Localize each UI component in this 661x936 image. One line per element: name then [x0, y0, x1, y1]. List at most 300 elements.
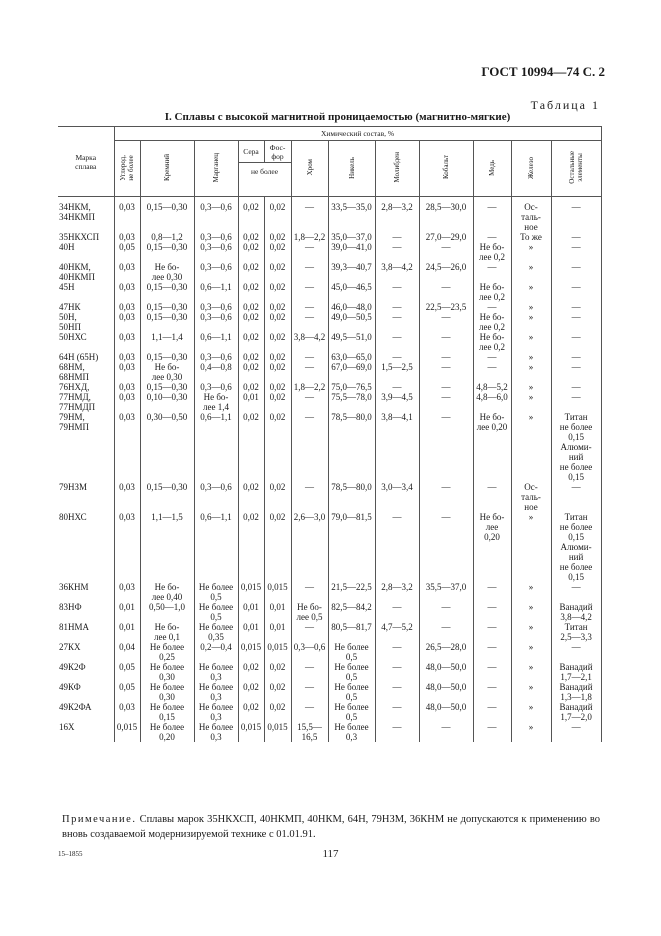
composition-cell: 0,03: [114, 197, 140, 233]
composition-cell: 2,6—3,0: [291, 512, 328, 582]
col-header: Сера: [238, 141, 264, 163]
composition-cell: —: [473, 602, 511, 622]
composition-cell: 33,5—35,0: [328, 197, 375, 233]
composition-cell: 0,15—0,30: [140, 352, 194, 362]
composition-cell: 27,0—29,0: [419, 232, 473, 242]
composition-cell: 0,02: [264, 232, 291, 242]
composition-cell: 0,6—1,1: [194, 332, 238, 352]
composition-cell: »: [511, 302, 551, 312]
table-row: [58, 312, 601, 332]
composition-cell: Не бо- лее 0,2: [473, 282, 511, 302]
table-row: [58, 602, 601, 622]
composition-cell: 0,02: [264, 412, 291, 482]
table-row: [58, 352, 601, 362]
composition-cell: Титан не более 0,15 Алюми- ний не более 0,15: [551, 512, 601, 582]
composition-cell: Не бо- лее 0,1: [140, 622, 194, 642]
composition-cell: 0,50—1,0: [140, 602, 194, 622]
chemical-composition-header: Химический состав, %: [114, 127, 601, 141]
composition-cell: —: [375, 602, 419, 622]
composition-cell: 0,02: [238, 352, 264, 362]
composition-cell: 15,5— 16,5: [291, 722, 328, 742]
table-row: [58, 302, 601, 312]
composition-cell: 3,8—4,2: [375, 262, 419, 282]
composition-cell: Не более 0,3: [328, 722, 375, 742]
composition-cell: 79,0—81,5: [328, 512, 375, 582]
composition-cell: 0,04: [114, 642, 140, 662]
composition-cell: 3,8—4,1: [375, 412, 419, 482]
composition-cell: Не бо- лее 0,2: [473, 312, 511, 332]
composition-cell: —: [551, 332, 601, 352]
composition-cell: —: [291, 262, 328, 282]
composition-cell: Не более 0,3: [194, 682, 238, 702]
not-more-header: не более: [238, 163, 291, 197]
composition-cell: —: [291, 412, 328, 482]
composition-cell: 0,01: [114, 622, 140, 642]
composition-cell: »: [511, 362, 551, 382]
composition-cell: —: [375, 332, 419, 352]
composition-cell: 0,03: [114, 232, 140, 242]
composition-cell: 0,3—0,6: [194, 312, 238, 332]
composition-cell: 49,5—51,0: [328, 332, 375, 352]
composition-cell: 4,8—6,0: [473, 392, 511, 412]
composition-cell: 0,6—1,1: [194, 282, 238, 302]
composition-cell: То же: [511, 232, 551, 242]
composition-cell: —: [419, 332, 473, 352]
table-row: [58, 642, 601, 662]
alloy-grade-cell: 40НКМ, 40НКМП: [58, 262, 114, 282]
table-row: [58, 242, 601, 262]
composition-cell: —: [551, 482, 601, 512]
composition-cell: —: [375, 702, 419, 722]
composition-cell: 0,3—0,6: [194, 382, 238, 392]
composition-cell: 80,5—81,7: [328, 622, 375, 642]
composition-cell: —: [419, 362, 473, 382]
composition-cell: Ванадий 1,3—1,8: [551, 682, 601, 702]
table-row: [58, 262, 601, 282]
composition-cell: 1,8—2,2: [291, 382, 328, 392]
composition-cell: Не более 0,3: [194, 702, 238, 722]
composition-cell: —: [473, 702, 511, 722]
col-header: Железо: [511, 141, 551, 197]
alloy-grade-cell: 68НМ, 68НМП: [58, 362, 114, 382]
table-row: [58, 392, 601, 412]
composition-cell: »: [511, 262, 551, 282]
table-body: [58, 197, 601, 743]
composition-cell: 0,15—0,30: [140, 482, 194, 512]
composition-cell: —: [551, 197, 601, 233]
composition-cell: 0,03: [114, 512, 140, 582]
composition-cell: —: [551, 302, 601, 312]
composition-cell: 0,02: [264, 512, 291, 582]
composition-cell: —: [419, 312, 473, 332]
composition-cell: —: [473, 662, 511, 682]
alloy-grade-cell: 16Х: [58, 722, 114, 742]
composition-cell: —: [375, 282, 419, 302]
composition-cell: —: [291, 392, 328, 412]
composition-cell: —: [375, 302, 419, 312]
alloy-grade-cell: 50Н, 50НП: [58, 312, 114, 332]
composition-cell: 0,03: [114, 332, 140, 352]
composition-cell: Не более 0,5: [328, 662, 375, 682]
composition-cell: —: [419, 482, 473, 512]
composition-cell: »: [511, 602, 551, 622]
composition-cell: 0,03: [114, 352, 140, 362]
composition-cell: —: [419, 602, 473, 622]
composition-cell: 0,15—0,30: [140, 302, 194, 312]
table-row: [58, 582, 601, 602]
composition-cell: 0,4—0,8: [194, 362, 238, 382]
composition-cell: Не бо- лее 0,2: [473, 242, 511, 262]
composition-cell: —: [473, 232, 511, 242]
composition-cell: 0,15—0,30: [140, 242, 194, 262]
composition-cell: —: [375, 352, 419, 362]
composition-cell: —: [291, 582, 328, 602]
col-header: Остальные элементы: [551, 141, 601, 197]
composition-cell: »: [511, 412, 551, 482]
table-row: [58, 362, 601, 382]
composition-cell: 0,02: [264, 682, 291, 702]
composition-cell: »: [511, 642, 551, 662]
composition-cell: —: [419, 392, 473, 412]
alloy-grade-cell: 45Н: [58, 282, 114, 302]
col-header: Марганец: [194, 141, 238, 197]
composition-cell: Ванадий 1,7—2,1: [551, 662, 601, 682]
composition-cell: —: [291, 682, 328, 702]
table-row: [58, 512, 601, 582]
composition-cell: —: [375, 682, 419, 702]
alloy-grade-cell: 27КХ: [58, 642, 114, 662]
composition-cell: —: [473, 582, 511, 602]
composition-cell: 0,02: [264, 662, 291, 682]
composition-cell: —: [551, 232, 601, 242]
composition-cell: 82,5—84,2: [328, 602, 375, 622]
page-number: 117: [322, 848, 339, 860]
composition-cell: 3,8—4,2: [291, 332, 328, 352]
composition-cell: —: [551, 352, 601, 362]
composition-cell: 75,5—78,0: [328, 392, 375, 412]
composition-cell: —: [473, 682, 511, 702]
composition-cell: —: [291, 302, 328, 312]
composition-cell: —: [551, 282, 601, 302]
composition-cell: —: [375, 232, 419, 242]
alloy-grade-cell: 49К2Ф: [58, 662, 114, 682]
table-row: [58, 622, 601, 642]
composition-cell: Не более 0,3: [194, 662, 238, 682]
composition-cell: —: [551, 582, 601, 602]
composition-cell: Не более 0,25: [140, 642, 194, 662]
composition-cell: 0,01: [238, 392, 264, 412]
composition-cell: »: [511, 722, 551, 742]
composition-cell: Не более 0,5: [328, 702, 375, 722]
composition-cell: »: [511, 242, 551, 262]
composition-cell: »: [511, 352, 551, 362]
composition-cell: Не бо- лее 0,2: [473, 332, 511, 352]
composition-cell: »: [511, 702, 551, 722]
composition-cell: —: [375, 722, 419, 742]
composition-cell: —: [375, 242, 419, 262]
composition-cell: —: [375, 312, 419, 332]
composition-cell: 22,5—23,5: [419, 302, 473, 312]
composition-cell: 0,015: [264, 642, 291, 662]
alloy-grade-cell: 81НМА: [58, 622, 114, 642]
alloy-grade-cell: 40Н: [58, 242, 114, 262]
composition-cell: »: [511, 682, 551, 702]
composition-cell: 21,5—22,5: [328, 582, 375, 602]
composition-cell: 75,0—76,5: [328, 382, 375, 392]
composition-cell: 0,03: [114, 282, 140, 302]
composition-cell: —: [375, 382, 419, 392]
composition-cell: 0,02: [238, 512, 264, 582]
composition-cell: Не более 0,30: [140, 682, 194, 702]
composition-cell: 0,15—0,30: [140, 312, 194, 332]
composition-cell: —: [291, 282, 328, 302]
composition-cell: 0,02: [264, 312, 291, 332]
composition-cell: Не более 0,5: [328, 682, 375, 702]
composition-cell: 0,03: [114, 412, 140, 482]
composition-cell: —: [419, 622, 473, 642]
composition-cell: 3,9—4,5: [375, 392, 419, 412]
composition-cell: —: [375, 642, 419, 662]
col-header: Углерод, не более: [114, 141, 140, 197]
composition-cell: Ванадий 1,7—2,0: [551, 702, 601, 722]
table-row: [58, 332, 601, 352]
alloy-grade-cell: 36КНМ: [58, 582, 114, 602]
composition-cell: Не более 0,15: [140, 702, 194, 722]
table-row: [58, 282, 601, 302]
composition-cell: 39,0—41,0: [328, 242, 375, 262]
composition-cell: 0,02: [264, 262, 291, 282]
composition-cell: 0,3—0,6: [194, 302, 238, 312]
composition-cell: —: [551, 312, 601, 332]
composition-cell: 0,6—1,1: [194, 512, 238, 582]
composition-cell: Титан не более 0,15 Алюми- ний не более 0,15: [551, 412, 601, 482]
composition-cell: 48,0—50,0: [419, 662, 473, 682]
composition-cell: 0,02: [264, 362, 291, 382]
grade-header: Марка сплава: [58, 127, 114, 197]
composition-cell: 39,3—40,7: [328, 262, 375, 282]
composition-cell: 0,02: [264, 482, 291, 512]
composition-cell: —: [473, 197, 511, 233]
composition-cell: 0,02: [264, 302, 291, 312]
alloy-grade-cell: 79НЗМ: [58, 482, 114, 512]
composition-cell: —: [291, 702, 328, 722]
composition-cell: 0,05: [114, 242, 140, 262]
composition-cell: —: [291, 482, 328, 512]
composition-cell: 0,02: [264, 352, 291, 362]
composition-cell: —: [291, 622, 328, 642]
composition-cell: 0,02: [238, 332, 264, 352]
composition-cell: 0,3—0,6: [194, 352, 238, 362]
composition-cell: —: [473, 362, 511, 382]
composition-cell: —: [551, 362, 601, 382]
section-title: I. Сплавы с высокой магнитной проницаемостью (магнитно-мягкие): [164, 111, 511, 123]
composition-cell: 0,015: [238, 722, 264, 742]
composition-cell: 0,15—0,30: [140, 197, 194, 233]
composition-cell: 0,015: [114, 722, 140, 742]
composition-cell: —: [473, 642, 511, 662]
composition-cell: 0,02: [238, 482, 264, 512]
table-row: [58, 482, 601, 512]
composition-cell: 0,02: [238, 682, 264, 702]
composition-cell: —: [473, 302, 511, 312]
composition-cell: —: [551, 642, 601, 662]
composition-cell: 0,02: [238, 232, 264, 242]
composition-cell: —: [419, 722, 473, 742]
alloy-grade-cell: 49КФ: [58, 682, 114, 702]
composition-cell: 0,02: [238, 362, 264, 382]
composition-cell: »: [511, 662, 551, 682]
composition-cell: —: [473, 482, 511, 512]
composition-cell: 0,3—0,6: [194, 197, 238, 233]
alloy-grade-cell: 80НХС: [58, 512, 114, 582]
composition-cell: —: [419, 282, 473, 302]
composition-cell: 0,05: [114, 662, 140, 682]
table-row: [58, 662, 601, 682]
col-header: Никель: [328, 141, 375, 197]
table-row: [58, 682, 601, 702]
composition-cell: —: [291, 197, 328, 233]
composition-cell: 0,01: [238, 602, 264, 622]
composition-cell: Не бо- лее 1,4: [194, 392, 238, 412]
composition-cell: 0,01: [264, 622, 291, 642]
composition-cell: Не более 0,3: [194, 722, 238, 742]
composition-cell: 0,02: [238, 312, 264, 332]
note: [62, 812, 600, 842]
composition-cell: 0,015: [238, 642, 264, 662]
alloy-grade-cell: 64Н (65Н): [58, 352, 114, 362]
composition-cell: —: [551, 242, 601, 262]
composition-cell: Не бо- лее 0,40: [140, 582, 194, 602]
composition-cell: 1,8—2,2: [291, 232, 328, 242]
composition-cell: 0,02: [238, 382, 264, 392]
composition-cell: —: [551, 382, 601, 392]
composition-cell: —: [375, 662, 419, 682]
composition-cell: Не более 0,5: [194, 582, 238, 602]
composition-cell: »: [511, 392, 551, 412]
composition-cell: 24,5—26,0: [419, 262, 473, 282]
alloy-grade-cell: 77НМД, 77НМДП: [58, 392, 114, 412]
table-row: [58, 382, 601, 392]
composition-cell: 0,02: [238, 262, 264, 282]
composition-cell: 0,2—0,4: [194, 642, 238, 662]
composition-cell: 0,3—0,6: [194, 242, 238, 262]
composition-cell: 0,8—1,2: [140, 232, 194, 242]
composition-cell: 3,0—3,4: [375, 482, 419, 512]
composition-cell: 0,30—0,50: [140, 412, 194, 482]
composition-cell: 0,02: [238, 282, 264, 302]
composition-cell: Не более 0,30: [140, 662, 194, 682]
composition-cell: —: [291, 352, 328, 362]
table-number: Таблица 1: [530, 98, 600, 112]
composition-cell: —: [291, 312, 328, 332]
composition-cell: 0,02: [238, 242, 264, 262]
composition-cell: 0,02: [264, 392, 291, 412]
alloy-grade-cell: 76НХД,: [58, 382, 114, 392]
note-text: Сплавы марок 35НКХСП, 40НКМП, 40НКМ, 64Н, 79НЗМ, 36КНМ не допускаются к применению во вновь создаваемой модернизируемой технике с 01.01.91.: [62, 814, 600, 840]
col-header: Кремний: [140, 141, 194, 197]
composition-cell: 0,02: [264, 282, 291, 302]
composition-cell: 0,03: [114, 702, 140, 722]
composition-cell: —: [551, 722, 601, 742]
note-label: Примечание.: [62, 814, 137, 825]
composition-cell: 4,8—5,2: [473, 382, 511, 392]
composition-cell: —: [419, 352, 473, 362]
table-row: [58, 412, 601, 482]
composition-cell: 0,02: [238, 412, 264, 482]
composition-cell: 1,5—2,5: [375, 362, 419, 382]
composition-cell: 78,5—80,0: [328, 412, 375, 482]
composition-cell: Титан 2,5—3,3: [551, 622, 601, 642]
alloy-composition-table: [58, 126, 602, 742]
alloy-grade-cell: 47НК: [58, 302, 114, 312]
composition-cell: 48,0—50,0: [419, 702, 473, 722]
alloy-grade-cell: 49К2ФА: [58, 702, 114, 722]
print-code: 15–1855: [58, 850, 83, 858]
table-row: [58, 702, 601, 722]
alloy-grade-cell: 83НФ: [58, 602, 114, 622]
alloy-grade-cell: 34НКМ, 34НКМП: [58, 197, 114, 233]
composition-cell: 0,15—0,30: [140, 382, 194, 392]
composition-cell: —: [291, 362, 328, 382]
composition-cell: —: [419, 382, 473, 392]
composition-cell: 28,5—30,0: [419, 197, 473, 233]
composition-cell: 0,02: [264, 702, 291, 722]
composition-cell: Не более 0,5: [328, 642, 375, 662]
page-header: ГОСТ 10994—74 С. 2: [481, 64, 605, 79]
composition-cell: Не бо- лее 0,20: [473, 412, 511, 482]
composition-cell: 2,8—3,2: [375, 197, 419, 233]
composition-cell: 0,03: [114, 392, 140, 412]
composition-cell: Не более 0,20: [140, 722, 194, 742]
composition-cell: —: [473, 722, 511, 742]
composition-cell: 0,03: [114, 582, 140, 602]
composition-cell: 0,015: [264, 722, 291, 742]
composition-cell: 0,01: [238, 622, 264, 642]
composition-cell: »: [511, 622, 551, 642]
composition-cell: 0,3—0,6: [194, 482, 238, 512]
table-row: [58, 197, 601, 233]
table-row: [58, 232, 601, 242]
composition-cell: 26,5—28,0: [419, 642, 473, 662]
composition-cell: 0,02: [264, 382, 291, 392]
composition-cell: 49,0—50,5: [328, 312, 375, 332]
composition-cell: 0,02: [264, 242, 291, 262]
composition-cell: 0,6—1,1: [194, 412, 238, 482]
col-header: Хром: [291, 141, 328, 197]
composition-cell: —: [375, 512, 419, 582]
composition-cell: 0,03: [114, 362, 140, 382]
composition-cell: Не более 0,35: [194, 622, 238, 642]
composition-cell: —: [291, 662, 328, 682]
composition-cell: 0,03: [114, 302, 140, 312]
composition-cell: 0,3—0,6: [291, 642, 328, 662]
composition-cell: —: [473, 262, 511, 282]
composition-cell: 78,5—80,0: [328, 482, 375, 512]
composition-cell: »: [511, 512, 551, 582]
composition-cell: —: [419, 242, 473, 262]
composition-cell: Не бо- лее 0,30: [140, 262, 194, 282]
composition-cell: 0,02: [264, 332, 291, 352]
composition-cell: 0,03: [114, 382, 140, 392]
composition-cell: 0,015: [264, 582, 291, 602]
composition-cell: 63,0—65,0: [328, 352, 375, 362]
col-header: Фос- фор: [264, 141, 291, 163]
alloy-grade-cell: 35НКХСП: [58, 232, 114, 242]
composition-cell: —: [551, 392, 601, 412]
composition-cell: —: [419, 412, 473, 482]
composition-cell: 0,01: [264, 602, 291, 622]
composition-cell: 2,8—3,2: [375, 582, 419, 602]
